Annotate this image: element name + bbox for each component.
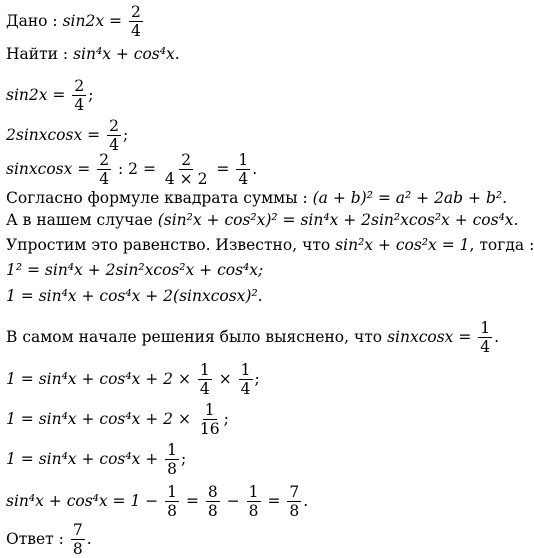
equation-line [6,362,260,398]
simplify-label: Упростим это равенство. Известно, что [6,236,330,254]
equation-text: 1² = sin⁴x + 2sin²xcos²x + cos⁴x; [6,261,263,279]
period: . [303,492,308,510]
fraction: $\frac{1}{16}$ [198,402,222,438]
period: . [252,160,257,178]
period: . [494,328,499,346]
operator: − [227,492,240,510]
equation-line [6,152,257,188]
fraction: $\frac{1}{8}$ [247,484,261,520]
equation-text: 1 = sin⁴x + cos⁴x + 2 × [6,370,191,388]
fraction: $\frac{2}{4}$ [97,152,111,188]
equation-text: 2sinxcosx = [6,126,100,144]
equation-line [6,484,308,520]
fraction: $\frac{2}{4 \times 2}$ [163,152,210,188]
semicolon: ; [88,86,93,104]
case-label: А в нашем случае [6,211,153,229]
fraction: $\frac{1}{4}$ [478,320,492,356]
given-label: Дано : [6,12,58,30]
fraction: $\frac{7}{8}$ [287,484,301,520]
case-formula: (sin²x + cos²x)² = sin⁴x + 2sin²xcos²x + cos⁴x. [158,211,519,229]
fraction: $\frac{2}{4}$ [72,78,86,114]
fraction: $\frac{1}{4}$ [236,152,250,188]
equation-line [6,260,263,280]
period: . [87,530,92,548]
equation-line [6,402,229,438]
fraction: $\frac{1}{8}$ [165,484,179,520]
known-identity: sin²x + cos²x = 1 [335,236,469,254]
semicolon: ; [255,370,260,388]
find-label: Найти : [6,45,68,63]
operator: × [219,370,232,388]
equation-text: sin2x = [6,86,65,104]
fraction: $\frac{2}{4}$ [107,118,121,154]
equation-text: 1 = sin⁴x + cos⁴x + 2(sinxcosx)². [6,287,263,305]
operator: = [267,492,280,510]
operator: = [216,160,229,178]
equation-line [6,78,93,114]
equation-text: 1 = sin⁴x + cos⁴x + 2 × [6,410,191,428]
equation-text: sin⁴x + cos⁴x = 1 − [6,492,158,510]
operator: : 2 = [118,160,156,178]
formula-intro-line [6,188,507,208]
then-label: , тогда : [470,236,534,254]
fraction: $\frac{1}{4}$ [198,362,212,398]
operator: = [186,492,199,510]
given-math: sin2x = [63,12,122,30]
identity-formula: (a + b)² = a² + 2ab + b². [313,189,507,207]
recall-label: В самом начале решения было выяснено, что [6,328,382,346]
recall-line [6,320,499,356]
answer-fraction: $\frac{7}{8}$ [71,522,85,558]
given-line [6,4,145,40]
simplify-line [6,235,534,255]
answer-line [6,522,92,558]
formula-intro-label: Согласно формуле квадрата суммы : [6,189,308,207]
fraction: $\frac{8}{8}$ [206,484,220,520]
fraction: $\frac{1}{4}$ [239,362,253,398]
case-line [6,210,518,230]
semicolon: ; [123,126,128,144]
find-math: sin⁴x + cos⁴x. [73,45,180,63]
semicolon: ; [224,410,229,428]
equation-line [6,286,263,306]
equation-text: 1 = sin⁴x + cos⁴x + [6,450,158,468]
semicolon: ; [181,450,186,468]
answer-label: Ответ : [6,530,64,548]
fraction: $\frac{1}{8}$ [165,442,179,478]
fraction: $\frac{2}{4}$ [129,4,143,40]
equation-text: sinxcosx = [6,160,90,178]
equation-line [6,442,186,478]
find-line [6,44,180,64]
equation-line [6,118,128,154]
recall-math: sinxcosx = [387,328,471,346]
